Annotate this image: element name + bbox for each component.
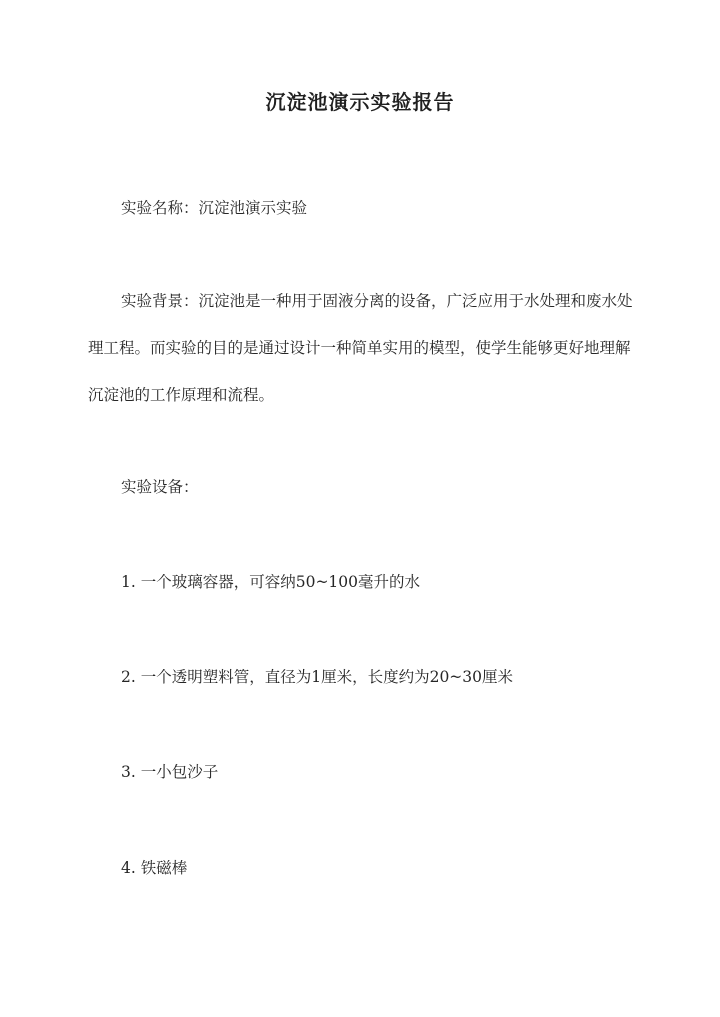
equipment-item-2: 2. 一个透明塑料管，直径为1厘米，长度约为20~30厘米	[121, 668, 514, 686]
experiment-name: 实验名称：沉淀池演示实验	[121, 199, 308, 217]
equipment-heading: 实验设备：	[121, 478, 199, 496]
experiment-background: 实验背景：沉淀池是一种用于固液分离的设备，广泛应用于水处理和废水处理工程。而实验的目的是通过设计一种简单实用的模型，使学生能够更好地理解沉淀池的工作原理和流程。	[88, 292, 633, 404]
equipment-item-3: 3. 一小包沙子	[121, 763, 219, 781]
equipment-item-1: 1. 一个玻璃容器，可容纳50~100毫升的水	[121, 573, 421, 591]
document-title: 沉淀池演示实验报告	[265, 90, 455, 114]
equipment-item-4: 4. 铁磁棒	[121, 859, 188, 877]
